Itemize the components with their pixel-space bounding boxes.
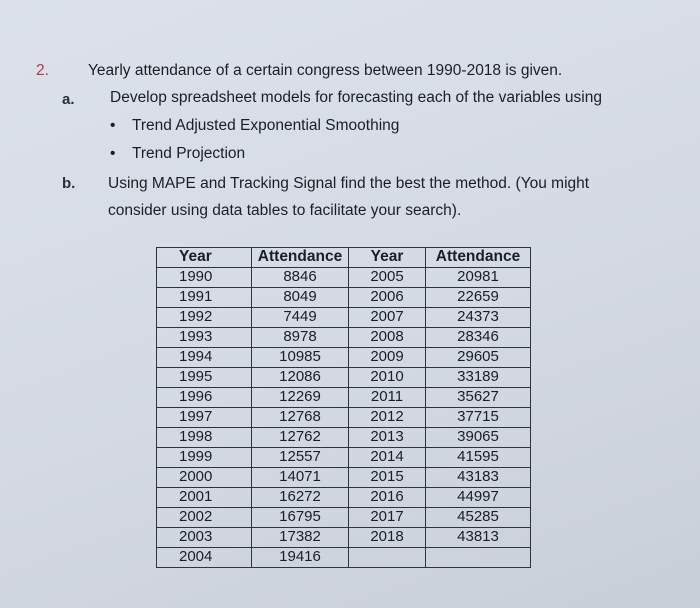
- table-row: [157, 528, 531, 548]
- table-row: [157, 548, 531, 568]
- attendance-cell: 10985: [252, 348, 349, 368]
- attendance-cell: 37715: [426, 408, 531, 428]
- attendance-cell: 8978: [252, 328, 349, 348]
- attendance-cell: 12086: [252, 368, 349, 388]
- table-row: [157, 368, 531, 388]
- question-number: 2.: [36, 62, 49, 79]
- table-header-row: [157, 248, 531, 268]
- year-cell: 1992: [157, 308, 252, 328]
- attendance-cell: 33189: [426, 368, 531, 388]
- year-cell: 2001: [157, 488, 252, 508]
- attendance-cell: 43813: [426, 528, 531, 548]
- table-row: [157, 408, 531, 428]
- question-text: Yearly attendance of a certain congress between 1990-2018 is given.: [88, 62, 563, 79]
- table-row: [157, 288, 531, 308]
- year-cell: 1998: [157, 428, 252, 448]
- attendance-cell: 20981: [426, 268, 531, 288]
- attendance-cell: 41595: [426, 448, 531, 468]
- year-cell: 2011: [349, 388, 426, 408]
- part-b-letter: b.: [62, 175, 76, 192]
- attendance-cell: 16272: [252, 488, 349, 508]
- year-cell: 2015: [349, 468, 426, 488]
- year-cell: 2002: [157, 508, 252, 528]
- attendance-cell: 14071: [252, 468, 349, 488]
- attendance-cell: [426, 548, 531, 568]
- year-cell: 1999: [157, 448, 252, 468]
- part-b-text-line1: Using MAPE and Tracking Signal find the best the method. (You might: [108, 175, 590, 192]
- bullet-icon: •: [110, 117, 116, 134]
- year-cell: 2004: [157, 548, 252, 568]
- part-a-letter: a.: [62, 91, 75, 108]
- attendance-cell: 28346: [426, 328, 531, 348]
- year-cell: 2016: [349, 488, 426, 508]
- attendance-cell: 35627: [426, 388, 531, 408]
- attendance-cell: 43183: [426, 468, 531, 488]
- year-cell: 2007: [349, 308, 426, 328]
- table-row: [157, 428, 531, 448]
- header-attendance: Attendance: [252, 248, 349, 268]
- year-cell: 2012: [349, 408, 426, 428]
- table-row: [157, 388, 531, 408]
- part-a-text: Develop spreadsheet models for forecasting each of the variables using: [110, 89, 602, 106]
- attendance-cell: 24373: [426, 308, 531, 328]
- attendance-cell: 19416: [252, 548, 349, 568]
- year-cell: 1994: [157, 348, 252, 368]
- table-row: [157, 348, 531, 368]
- year-cell: 2013: [349, 428, 426, 448]
- year-cell: [349, 548, 426, 568]
- attendance-cell: 44997: [426, 488, 531, 508]
- year-cell: 1996: [157, 388, 252, 408]
- header-attendance: Attendance: [426, 248, 531, 268]
- year-cell: 2018: [349, 528, 426, 548]
- year-cell: 1997: [157, 408, 252, 428]
- attendance-cell: 29605: [426, 348, 531, 368]
- attendance-cell: 16795: [252, 508, 349, 528]
- year-cell: 2017: [349, 508, 426, 528]
- table-body: [157, 268, 531, 568]
- header-year: Year: [349, 248, 426, 268]
- year-cell: 2000: [157, 468, 252, 488]
- header-year: Year: [157, 248, 252, 268]
- year-cell: 2006: [349, 288, 426, 308]
- table-row: [157, 468, 531, 488]
- attendance-cell: 8049: [252, 288, 349, 308]
- table-row: [157, 488, 531, 508]
- table-row: [157, 508, 531, 528]
- table-row: [157, 308, 531, 328]
- part-b-text-line2: consider using data tables to facilitate your search).: [108, 202, 462, 219]
- attendance-cell: 12768: [252, 408, 349, 428]
- table-row: [157, 268, 531, 288]
- bullet-item: [110, 145, 245, 163]
- bullet-text: Trend Projection: [132, 145, 246, 162]
- attendance-cell: 17382: [252, 528, 349, 548]
- year-cell: 1991: [157, 288, 252, 308]
- year-cell: 2010: [349, 368, 426, 388]
- bullet-item: [110, 117, 399, 135]
- year-cell: 2008: [349, 328, 426, 348]
- table-row: [157, 448, 531, 468]
- year-cell: 1993: [157, 328, 252, 348]
- attendance-cell: 7449: [252, 308, 349, 328]
- attendance-cell: 8846: [252, 268, 349, 288]
- bullet-text: Trend Adjusted Exponential Smoothing: [132, 117, 400, 134]
- year-cell: 2005: [349, 268, 426, 288]
- attendance-cell: 12557: [252, 448, 349, 468]
- year-cell: 1990: [157, 268, 252, 288]
- bullet-icon: •: [110, 145, 116, 162]
- attendance-cell: 12762: [252, 428, 349, 448]
- year-cell: 1995: [157, 368, 252, 388]
- attendance-cell: 45285: [426, 508, 531, 528]
- attendance-cell: 12269: [252, 388, 349, 408]
- table-row: [157, 328, 531, 348]
- year-cell: 2009: [349, 348, 426, 368]
- attendance-table: [156, 247, 531, 568]
- attendance-cell: 39065: [426, 428, 531, 448]
- attendance-cell: 22659: [426, 288, 531, 308]
- year-cell: 2003: [157, 528, 252, 548]
- year-cell: 2014: [349, 448, 426, 468]
